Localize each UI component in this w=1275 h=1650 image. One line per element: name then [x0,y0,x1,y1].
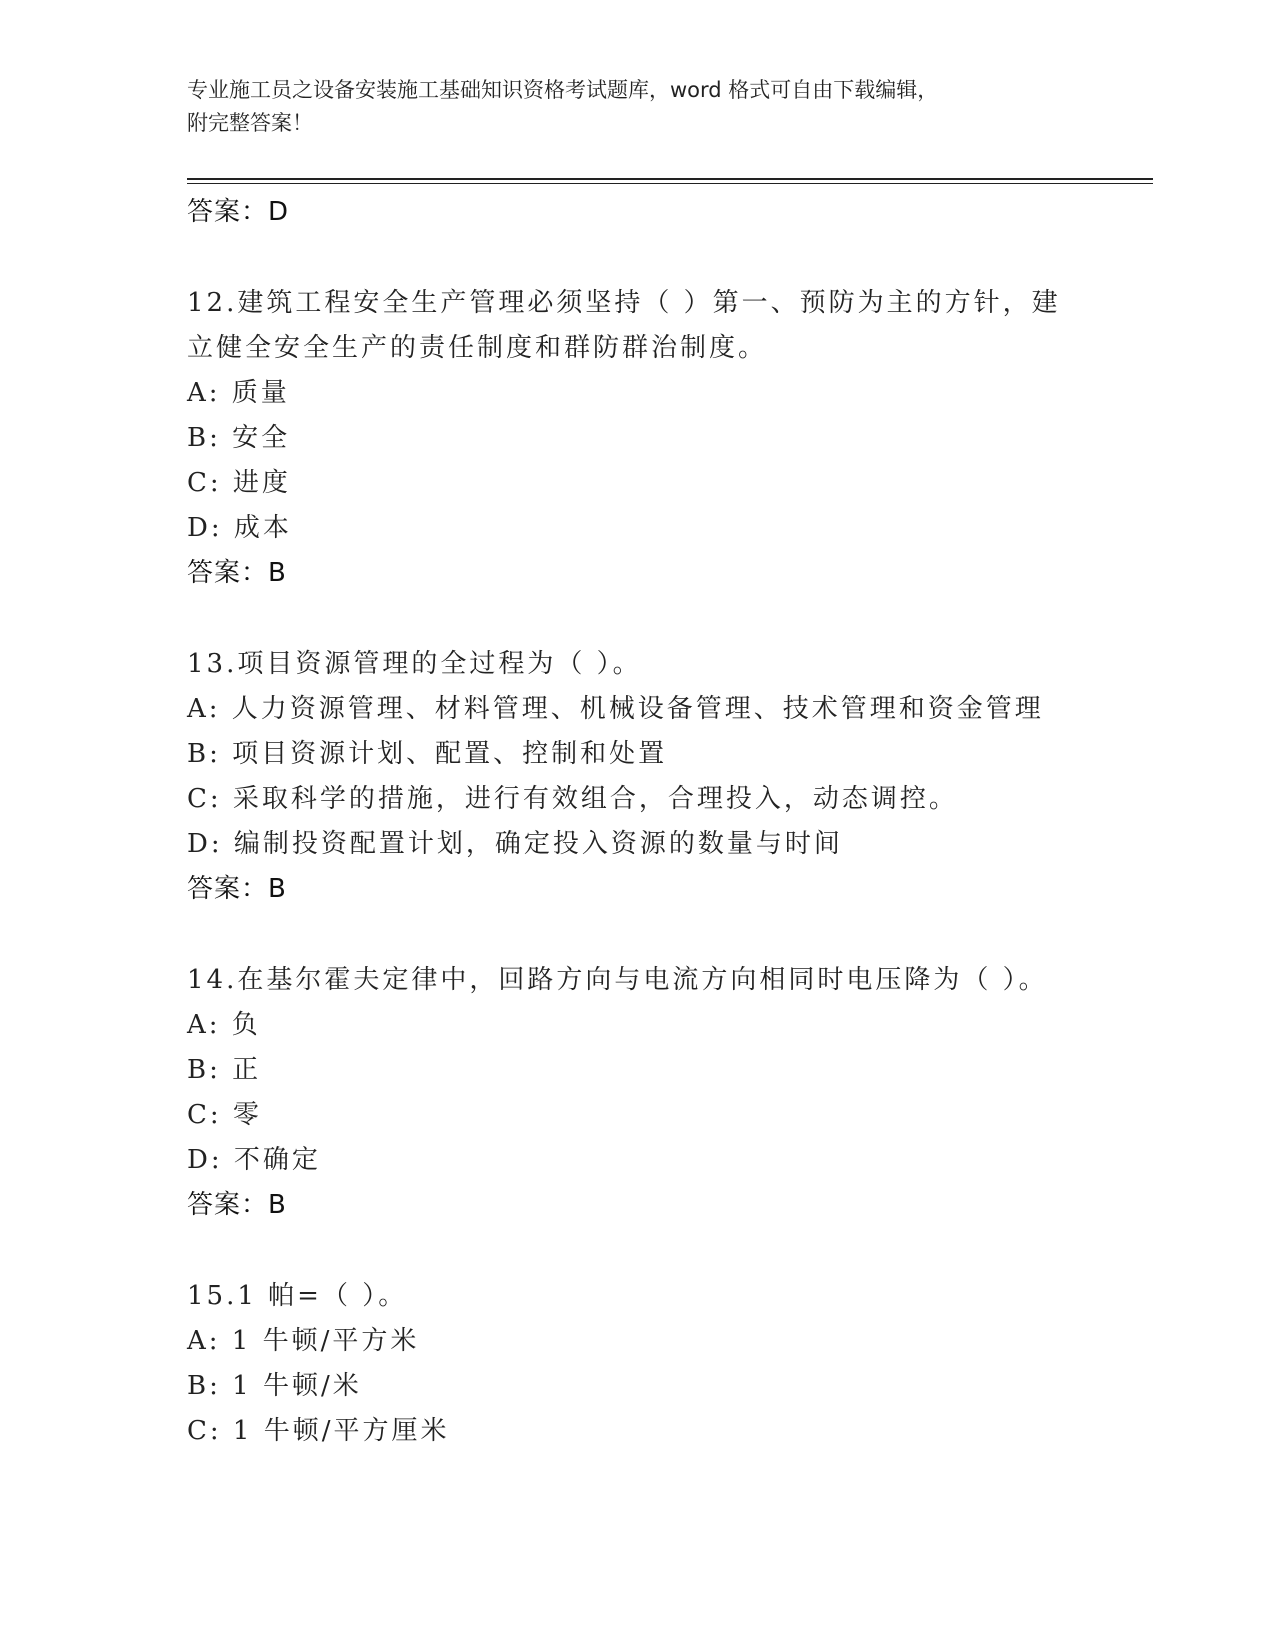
question-15-option-c: C: 1 牛顿/平方厘米 [187,1416,450,1446]
question-15-option-b: B: 1 牛顿/米 [187,1371,362,1401]
question-12 [187,281,1147,596]
question-13-option-c: C: 采取科学的措施，进行有效组合，合理投入，动态调控。 [187,784,958,814]
question-12-option-b: B: 安全 [187,423,291,453]
question-15-stem-line-1: 15.1 帕=（ ）。 [187,1281,408,1311]
question-13 [187,642,1147,912]
header-divider-thin [187,183,1153,184]
document-header [187,74,1087,140]
answer-11: 答案：D [187,197,290,227]
question-14 [187,958,1147,1228]
spacer [187,596,1147,642]
question-14-option-b: B: 正 [187,1055,262,1085]
header-divider-thick [187,178,1153,180]
question-13-option-a: A: 人力资源管理、材料管理、机械设备管理、技术管理和资金管理 [187,694,1044,724]
header-line-2: 附完整答案！ [187,111,313,135]
question-list [187,190,1147,1454]
question-12-stem-line-2: 立健全安全生产的责任制度和群防群治制度。 [187,333,768,363]
question-13-option-b: B: 项目资源计划、配置、控制和处置 [187,739,668,769]
question-14-answer: 答案：B [187,1190,287,1220]
question-13-answer: 答案：B [187,874,287,904]
header-line-1: 专业施工员之设备安装施工基础知识资格考试题库，word 格式可自由下载编辑， [187,78,939,102]
question-14-stem-line-1: 14.在基尔霍夫定律中，回路方向与电流方向相同时电压降为（ ）。 [187,965,1048,995]
question-14-option-d: D: 不确定 [187,1145,321,1175]
spacer [187,912,1147,958]
spacer [187,235,1147,281]
question-12-stem-line-1: 12.建筑工程安全生产管理必须坚持（ ）第一、预防为主的方针，建 [187,288,1061,318]
question-12-option-c: C: 进度 [187,468,291,498]
spacer [187,1228,1147,1274]
question-12-option-a: A: 质量 [187,378,290,408]
question-12-option-d: D: 成本 [187,513,292,543]
question-15-option-a: A: 1 牛顿/平方米 [187,1326,420,1356]
question-14-option-a: A: 负 [187,1010,261,1040]
question-12-answer: 答案：B [187,558,287,588]
question-14-option-c: C: 零 [187,1100,262,1130]
question-15 [187,1274,1147,1454]
question-13-option-d: D: 编制投资配置计划，确定投入资源的数量与时间 [187,829,843,859]
question-13-stem-line-1: 13.项目资源管理的全过程为（ ）。 [187,649,642,679]
